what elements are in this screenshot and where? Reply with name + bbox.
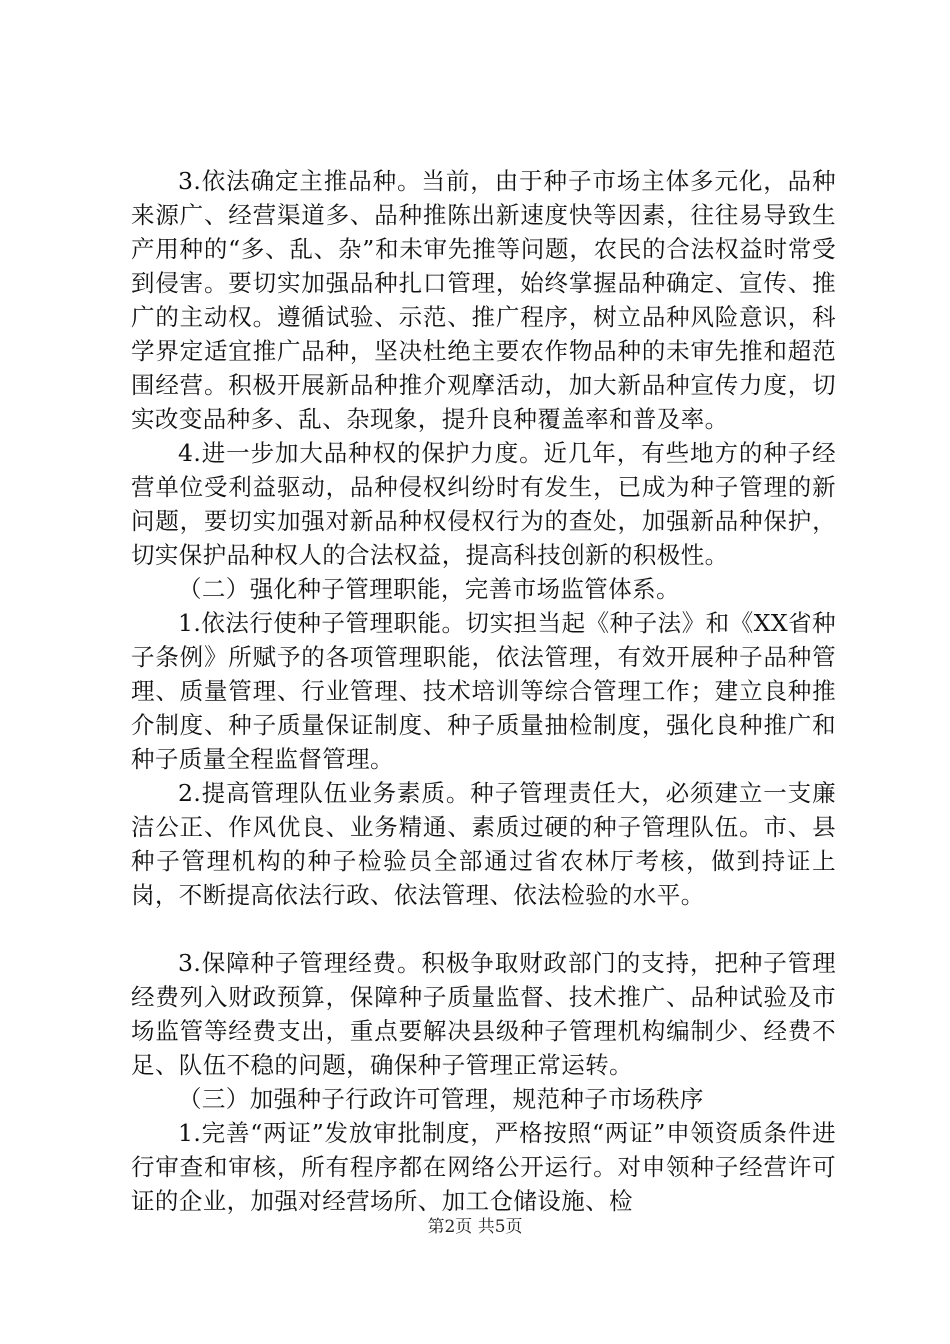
section-heading-3: （三）加强种子行政许可管理，规范种子市场秩序 bbox=[178, 1085, 704, 1113]
paragraph-item-1b: 1.完善“两证”发放审批制度，严格按照“两证”申领资质条件进行审查和审核，所有程序都在网络公开运行。对申领种子经营许可证的企业，加强对经营场所、加工仓储设施、检 bbox=[131, 1119, 836, 1215]
paragraph-item-2: 2.提高管理队伍业务素质。种子管理责任大，必须建立一支廉洁公正、作风优良、业务精通、素质过硬的种子管理队伍。市、县种子管理机构的种子检验员全部通过省农林厅考核，做到持证上岗，不断提高依法行政、依法管理、依法检验的水平。 bbox=[131, 779, 836, 909]
blank-line bbox=[131, 912, 836, 946]
paragraph-item-3b: 3.保障种子管理经费。积极争取财政部门的支持，把种子管理经费列入财政预算，保障种子质量监督、技术推广、品种试验及市场监管等经费支出，重点要解决县级种子管理机构编制少、经费不足、队伍不稳的问题，确保种子管理正常运转。 bbox=[131, 949, 836, 1079]
paragraph-item-3: 3.依法确定主推品种。当前，由于种子市场主体多元化，品种来源广、经营渠道多、品种推陈出新速度快等因素，往往易导致生产用种的“多、乱、杂”和未审先推等问题，农民的合法权益时常受到侵害。要切实加强品种扎口管理，始终掌握品种确定、宣传、推广的主动权。遵循试验、示范、推广程序，树立品种风险意识，科学界定适宜推广品种，坚决杜绝主要农作物品种的未审先推和超范围经营。积极开展新品种推介观摩活动，加大新品种宣传力度，切实改变品种多、乱、杂现象，提升良种覆盖率和普及率。 bbox=[131, 167, 836, 433]
paragraph-item-4: 4.进一步加大品种权的保护力度。近几年，有些地方的种子经营单位受利益驱动，品种侵权纠纷时有发生，已成为种子管理的新问题，要切实加强对新品种权侵权行为的查处，加强新品种保护，切实保护品种权人的合法权益，提高科技创新的积极性。 bbox=[131, 439, 836, 569]
document-body bbox=[131, 164, 836, 1218]
section-heading-2: （二）强化种子管理职能，完善市场监管体系。 bbox=[178, 575, 680, 603]
page-footer: 第2页 共5页 bbox=[427, 1217, 523, 1237]
paragraph-item-1: 1.依法行使种子管理职能。切实担当起《种子法》和《XX省种子条例》所赋予的各项管理职能，依法管理，有效开展种子品种管理、质量管理、行业管理、技术培训等综合管理工作；建立良种推介制度、种子质量保证制度、种子质量抽检制度，强化良种推广和种子质量全程监督管理。 bbox=[131, 609, 836, 773]
